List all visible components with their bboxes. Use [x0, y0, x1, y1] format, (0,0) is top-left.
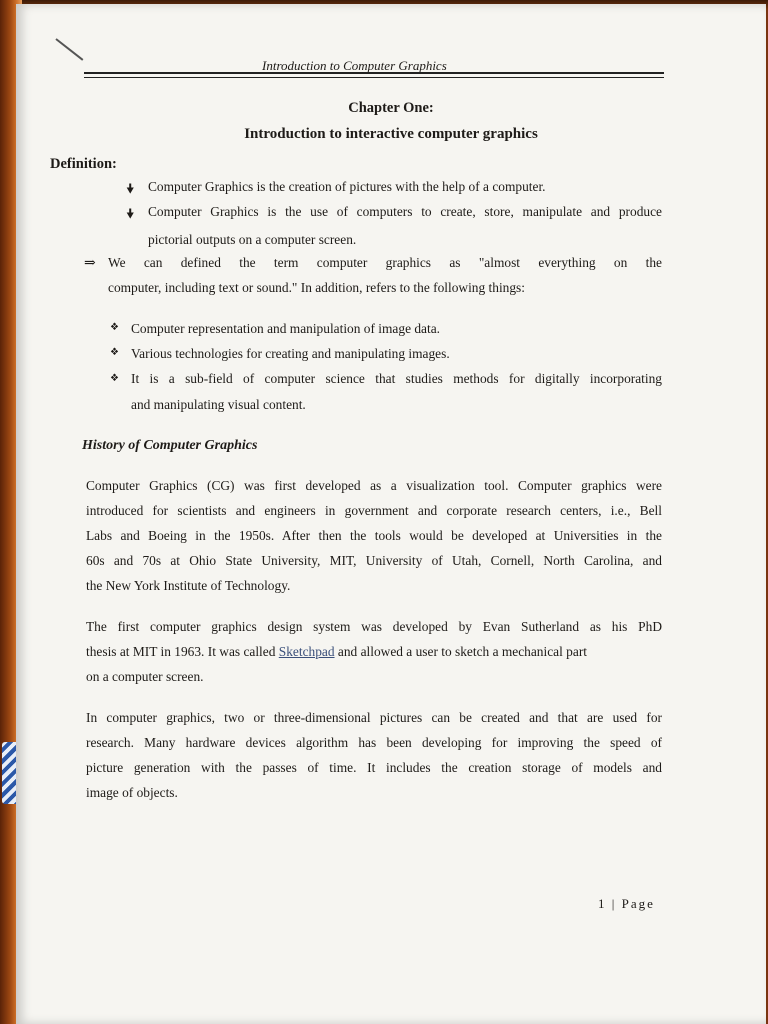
sub-item-3-line-1: It is a sub-field of computer science that studies methods for digitally incorporating	[131, 371, 662, 386]
chapter-label: Chapter One:	[348, 100, 434, 116]
history-p3-line-4: image of objects.	[86, 785, 178, 800]
definition-label-text: Definition	[50, 156, 113, 172]
definition-item-1: Computer Graphics is the creation of pictures with the help of a computer.	[148, 179, 546, 194]
sub-item-3-line-2: and manipulating visual content.	[131, 397, 306, 412]
page-number-value: 1	[598, 896, 607, 911]
history-p3-line-2: research. Many hardware devices algorithm has been developing for improving the speed of	[86, 735, 662, 750]
arrow-paragraph-line-2: computer, including text or sound." In addition, refers to the following things:	[108, 280, 525, 295]
definition-item-2-line-1: Computer Graphics is the use of computers to create, store, manipulate and produce	[148, 204, 662, 219]
sub-item-2: Various technologies for creating and manipulating images.	[131, 346, 450, 361]
diamond-bullet-icon: ❖	[110, 347, 119, 358]
arrow-paragraph-line-1: We can defined the term computer graphics as "almost everything on the	[108, 255, 662, 270]
definition-label	[50, 156, 117, 173]
sketchpad-link[interactable]: Sketchpad	[278, 644, 335, 659]
header-rule	[84, 72, 664, 78]
document-page	[16, 4, 766, 1024]
history-p1-line-2: introduced for scientists and engineers in government and corporate research centers, i.e., Bell	[86, 503, 662, 518]
history-p1-line-1: Computer Graphics (CG) was first developed as a visualization tool. Computer graphics were	[86, 478, 662, 493]
diamond-bullet-icon: ❖	[110, 322, 119, 333]
history-p1-line-5: the New York Institute of Technology.	[86, 578, 291, 593]
definition-label-colon: :	[112, 156, 117, 172]
down-arrow-bullet-icon: 🠟	[126, 206, 135, 221]
history-p3-line-1: In computer graphics, two or three-dimensional pictures can be created and that are used for	[86, 710, 662, 725]
history-p2-line-2-before: thesis at MIT in 1963. It was called	[86, 644, 279, 659]
sub-item-1: Computer representation and manipulation of image data.	[131, 321, 441, 336]
definition-item-2-line-2: pictorial outputs on a computer screen.	[148, 232, 357, 247]
history-p1-line-3: Labs and Boeing in the 1950s. After then the tools would be developed at Universities in the	[86, 528, 662, 543]
chapter-title: Introduction to interactive computer graphics	[244, 126, 538, 142]
history-p3-line-3: picture generation with the passes of time. It includes the creation storage of models and	[86, 760, 662, 775]
pen-mark-icon	[55, 38, 83, 61]
history-p2-line-3: on a computer screen.	[86, 669, 204, 684]
history-p2-line-1: The first computer graphics design system was developed by Evan Sutherland as his PhD	[86, 619, 662, 634]
diamond-bullet-icon: ❖	[110, 373, 119, 384]
history-p2-line-2-after: and allowed a user to sketch a mechanical part	[334, 644, 588, 659]
history-heading: History of Computer Graphics	[82, 438, 258, 453]
page-word: Page	[621, 896, 655, 911]
running-header: Introduction to Computer Graphics	[262, 58, 447, 73]
right-double-arrow-icon: ⇒	[84, 256, 96, 271]
down-arrow-bullet-icon: 🠟	[126, 181, 135, 196]
page-number	[598, 896, 655, 912]
history-p1-line-4: 60s and 70s at Ohio State University, MIT, University of Utah, Cornell, North Carolina, and	[86, 553, 662, 568]
history-p2-line-2	[86, 644, 662, 660]
page-number-separator: |	[611, 896, 617, 911]
